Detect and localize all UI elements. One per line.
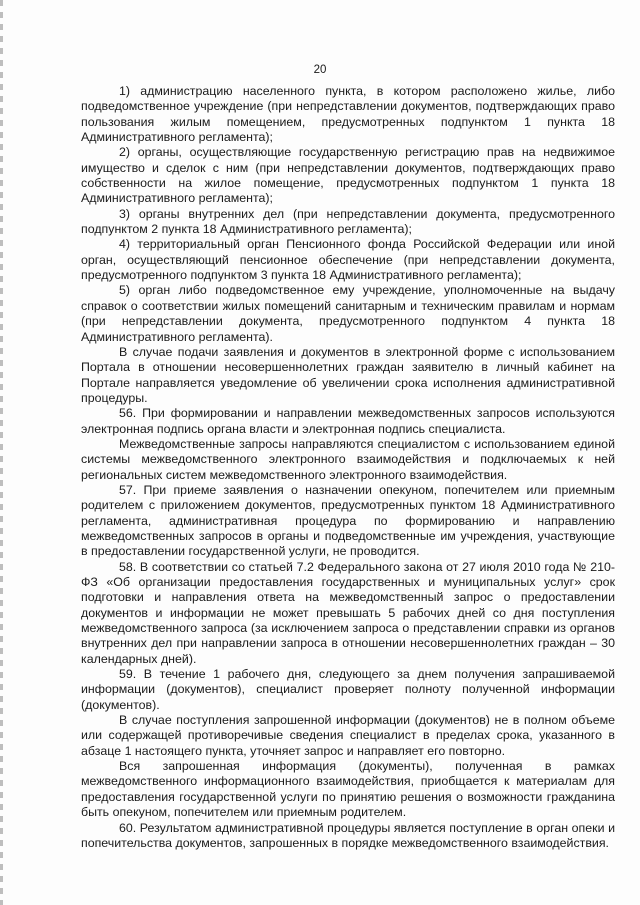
paragraph: 3) органы внутренних дел (при непредставлении документа, предусмотренного подпунктом 2 пункта 18 Административного регламента);	[81, 206, 615, 237]
paragraph: 4) территориальный орган Пенсионного фонда Российской Федерации или иной орган, осуществляющий пенсионное обеспечение (при непредставлении документа, предусмотренного подпунктом 3 пункта 18 Административного регламента);	[81, 237, 615, 283]
paragraph: Межведомственные запросы направляются специалистом с использованием единой системы межведомственного электронного взаимодействия и подключаемых к ней региональных систем межведомственного электронного взаимодействия.	[81, 436, 615, 482]
paragraph: 58. В соответствии со статьей 7.2 Федерального закона от 27 июля 2010 года № 210-ФЗ «Об организации предоставления государственных и муниципальных услуг» срок подготовки и направления ответа на межведомственный запрос о предоставлении документов и информации не может превышать 5 рабочих дней со дня поступления межведомственного запроса (за исключением запроса о представлении справки из органов внутренних дел при направлении запроса в отношении несовершеннолетних граждан – 30 календарных дней).	[81, 559, 615, 666]
paragraph: 2) органы, осуществляющие государственную регистрацию прав на недвижимое имущество и сделок с ним (при непредставлении документов, подтверждающих право собственности на жилое помещение, предусмотренных подпунктом 1 пункта 18 Административного регламента);	[81, 145, 615, 206]
paragraph: 56. При формировании и направлении межведомственных запросов используются электронная подпись органа власти и электронная подпись специалиста.	[81, 406, 615, 436]
page-number: 20	[313, 64, 327, 76]
paragraph: В случае поступления запрошенной информации (документов) не в полном объеме или содержащей противоречивые сведения специалист в пределах срока, указанного в абзаце 1 настоящего пункта, уточняет запрос и направляет его повторно.	[81, 713, 615, 758]
paragraph: 59. В течение 1 рабочего дня, следующего за днем получения запрашиваемой информации (документов), специалист проверяет полноту полученной информации (документов).	[81, 667, 615, 712]
paragraph: 60. Результатом административной процедуры является поступление в орган опеки и попечительства документов, запрошенных в порядке межведомственного взаимодействия.	[81, 820, 615, 850]
paragraph: 57. При приеме заявления о назначении опекуном, попечителем или приемным родителем с приложением документов, предусмотренных пунктом 18 Административного регламента, административная процедура по формированию и направлению межведомственных запросов в органы и подведомственные им учреждения, участвующие в предоставлении государственной услуги, не проводится.	[81, 482, 615, 559]
binding-edge	[0, 0, 3, 905]
paragraph: 5) орган либо подведомственное ему учреждение, уполномоченные на выдачу справок о соответствии жилых помещений санитарным и техническим правилам и нормам (при непредставлении документа, предусмотренного подпунктом 4 пункта 18 Административного регламента).	[81, 283, 615, 344]
document-body	[81, 84, 615, 851]
paragraph: 1) администрацию населенного пункта, в котором расположено жилье, либо подведомственное учреждение (при непредставлении документов, подтверждающих право пользования жилым помещением, предусмотренных подпунктом 1 пункта 18 Административного регламента);	[81, 84, 615, 145]
paragraph: Вся запрошенная информация (документы), полученная в рамках межведомственного информационного взаимодействия, приобщается к материалам для предоставления государственной услуги по принятию решения о возможности гражданина быть опекуном, попечителем или приемным родителем.	[81, 759, 615, 820]
paragraph: В случае подачи заявления и документов в электронной форме с использованием Портала в отношении несовершеннолетних граждан заявителю в личный кабинет на Портале направляется уведомление об увеличении срока исполнения административной процедуры.	[81, 344, 615, 405]
